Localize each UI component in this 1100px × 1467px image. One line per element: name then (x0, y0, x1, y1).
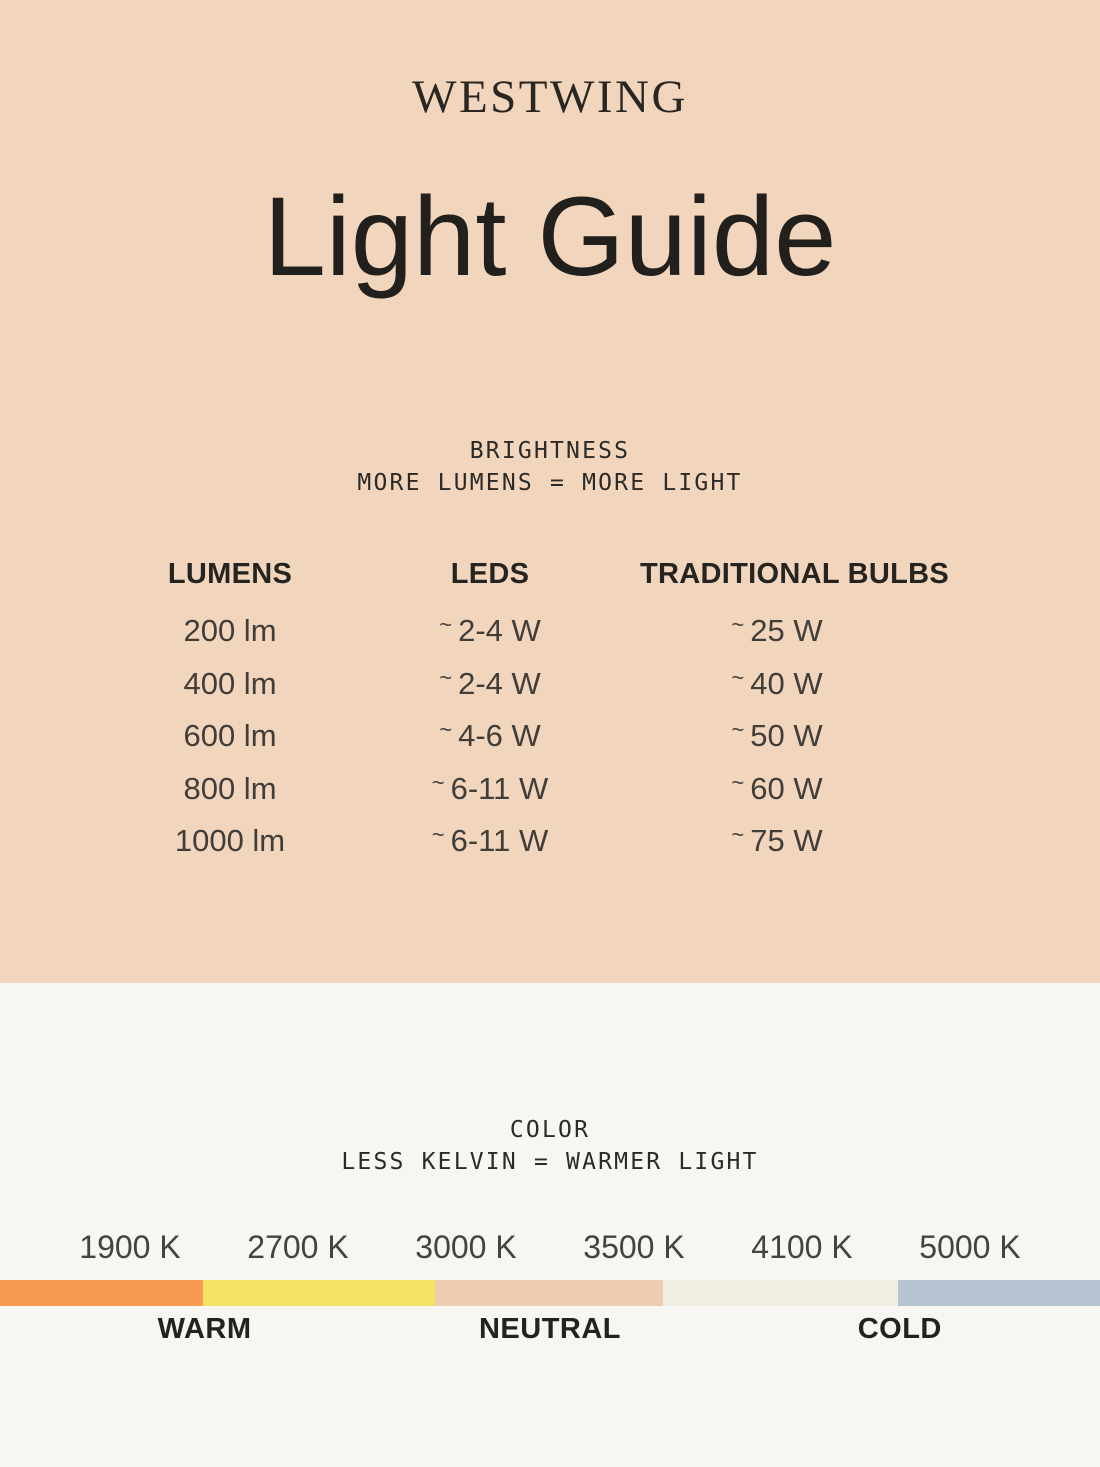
cell-lumens: 400 lm (183, 665, 277, 701)
table-row (0, 710, 1100, 763)
approx-tilde: ~ (731, 717, 745, 742)
lumens-table-body (0, 605, 1100, 868)
color-heading: COLOR (509, 1117, 591, 1143)
approx-tilde: ~ (439, 664, 453, 690)
lumens-table (0, 557, 1100, 868)
approx-tilde: ~ (731, 822, 745, 847)
cell-leds (340, 710, 640, 763)
approx-tilde: ~ (731, 769, 745, 795)
cell-leds (340, 815, 640, 868)
table-row (0, 658, 1100, 711)
wattage-value: 2-4 W (458, 613, 541, 648)
wattage-value: 40 W (750, 665, 823, 701)
cell-traditional-bulbs (640, 710, 914, 763)
kelvin-scale (0, 1229, 1100, 1266)
color-bar-segment-neutral-peach (435, 1280, 663, 1306)
wattage-value: 4-6 W (458, 718, 541, 753)
color-section (0, 983, 1100, 1467)
color-temperature-bar (0, 1280, 1100, 1306)
table-row (0, 815, 1100, 868)
cell-leds (340, 763, 640, 816)
approx-tilde: ~ (439, 717, 453, 742)
column-header-leds: LEDS (450, 558, 530, 590)
brightness-heading: BRIGHTNESS (469, 438, 631, 464)
cell-lumens: 800 lm (183, 770, 277, 806)
color-bar-segment-warm-yellow (203, 1280, 435, 1306)
cell-lumens: 200 lm (183, 613, 277, 648)
page-title: Light Guide (263, 174, 837, 299)
color-bar-segment-warm-orange (0, 1280, 203, 1306)
approx-tilde: ~ (731, 612, 745, 637)
temperature-label-cold: COLD (857, 1313, 942, 1345)
wattage-value: 25 W (750, 613, 823, 648)
column-header-lumens: LUMENS (167, 558, 293, 590)
lumens-table-header (0, 557, 1100, 591)
wattage-value: 50 W (750, 718, 823, 753)
temperature-labels (0, 1313, 1100, 1349)
cell-lumens: 1000 lm (174, 823, 286, 858)
cell-lumens: 600 lm (183, 718, 277, 753)
cell-leds (340, 658, 640, 711)
approx-tilde: ~ (431, 769, 445, 795)
wattage-value: 6-11 W (450, 770, 549, 806)
table-row (0, 605, 1100, 658)
temperature-label-warm: WARM (157, 1313, 252, 1345)
kelvin-label: 1900 K (79, 1229, 181, 1265)
wattage-value: 2-4 W (458, 665, 541, 701)
table-row (0, 763, 1100, 816)
kelvin-label: 3500 K (583, 1229, 685, 1265)
color-bar-segment-neutral-cream (663, 1280, 898, 1306)
color-bar-segment-cold-blue (898, 1280, 1100, 1306)
temperature-label-neutral: NEUTRAL (478, 1313, 622, 1345)
kelvin-label: 2700 K (247, 1229, 349, 1265)
approx-tilde: ~ (731, 664, 745, 690)
kelvin-label: 3000 K (415, 1229, 517, 1265)
cell-traditional-bulbs (640, 815, 914, 868)
approx-tilde: ~ (439, 612, 453, 637)
wattage-value: 75 W (750, 823, 823, 858)
cell-traditional-bulbs (640, 658, 914, 711)
wattage-value: 60 W (750, 770, 823, 806)
wattage-value: 6-11 W (450, 823, 549, 858)
kelvin-label: 4100 K (751, 1229, 853, 1265)
brand-logo: WESTWING (412, 71, 688, 123)
color-subheading: LESS KELVIN = WARMER LIGHT (341, 1149, 759, 1175)
cell-traditional-bulbs (640, 763, 914, 816)
cell-traditional-bulbs (640, 605, 914, 658)
brightness-subheading: MORE LUMENS = MORE LIGHT (357, 470, 743, 496)
column-header-traditional-bulbs: TRADITIONAL BULBS (640, 558, 950, 590)
cell-leds (340, 605, 640, 658)
approx-tilde: ~ (431, 822, 445, 847)
kelvin-label: 5000 K (919, 1229, 1021, 1265)
